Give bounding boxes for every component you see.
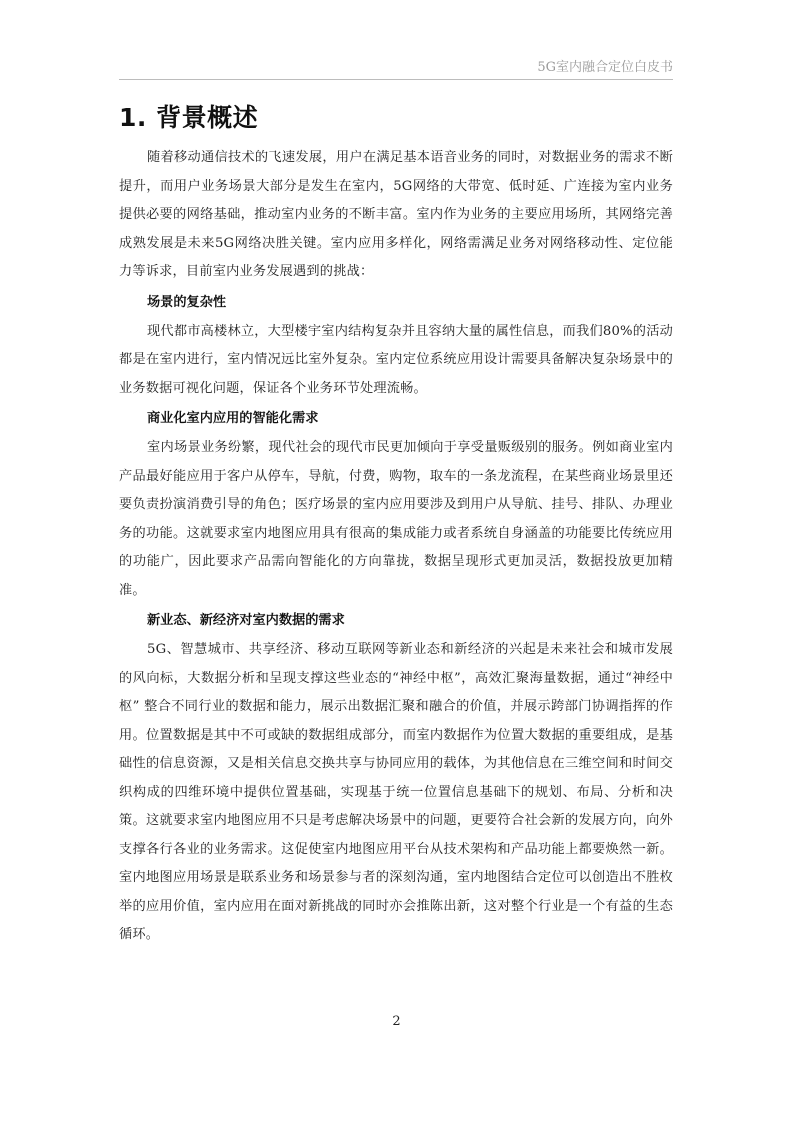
subsection-body-complexity: 现代都市高楼林立，大型楼宇室内结构复杂并且容纳大量的属性信息，而我们80%的活动都是在室内进行，室内情况远比室外复杂。室内定位系统应用设计需要具备解决复杂场景中的业务数据可视化问题，保证各个业务环节处理流畅。 (119, 323, 673, 396)
subsection-heading-intelligence: 商业化室内应用的智能化需求 (147, 411, 319, 426)
subsection-body-intelligence: 室内场景业务纷繁，现代社会的现代市民更加倾向于享受量贩级别的服务。例如商业室内产品最好能应用于客户从停车，导航，付费，购物，取车的一条龙流程，在某些商业场景里还要负责扮演消费引导的角色；医疗场景的室内应用要涉及到用户从导航、挂号、排队、办理业务的功能。这就要求室内地图应用具有很高的集成能力或者系统自身涵盖的功能要比传统应用的功能广，因此要求产品需向智能化的方向靠拢，数据呈现形式更加灵活，数据投放更加精准。 (119, 440, 673, 598)
page-number: 2 (392, 1014, 401, 1029)
subsection-heading-complexity: 场景的复杂性 (147, 294, 227, 310)
running-header: 5G室内融合定位白皮书 (537, 60, 673, 75)
subsection-body-new-economy: 5G、智慧城市、共享经济、移动互联网等新业态和新经济的兴起是未来社会和城市发展的风向标，大数据分析和呈现支撑这些业态的“神经中枢”，高效汇聚海量数据，通过“神经中枢” 整合不同行业的数据和能力，展示出数据汇聚和融合的价值，并展示跨部门协调指挥的作用。位置数据是其中不可或缺的数据组成部分，而室内数据作为位置大数据的重要组成，是基础性的信息资源，又是相关信息交换共享与协同应用的载体，为其他信息在三维空间和时间交织构成的四维环境中提供位置基础，实现基于统一位置信息基础下的规划、布局、分析和决策。这就要求室内地图应用不只是考虑解决场景中的问题，更要符合社会新的发展方向，向外支撑各行各业的业务需求。这促使室内地图应用平台从技术架构和产品功能上都要焕然一新。室内地图应用场景是联系业务和场景参与者的深刻沟通，室内地图结合定位可以创造出不胜枚举的应用价值，室内应用在面对新挑战的同时亦会推陈出新，这对整个行业是一个有益的生态循环。 (119, 642, 673, 942)
section-title: 1. 背景概述 (119, 103, 259, 132)
header-divider (119, 79, 673, 80)
page-content (119, 100, 673, 950)
subsection-heading-new-economy: 新业态、新经济对室内数据的需求 (147, 613, 345, 628)
intro-paragraph: 随着移动通信技术的飞速发展，用户在满足基本语音业务的同时，对数据业务的需求不断提升，而用户业务场景大部分是发生在室内，5G网络的大带宽、低时延、广连接为室内业务提供必要的网络基础，推动室内业务的不断丰富。室内作为业务的主要应用场所，其网络完善成熟发展是未来5G网络决胜关键。室内应用多样化，网络需满足业务对网络移动性、定位能力等诉求，目前室内业务发展遇到的挑战： (119, 150, 673, 279)
